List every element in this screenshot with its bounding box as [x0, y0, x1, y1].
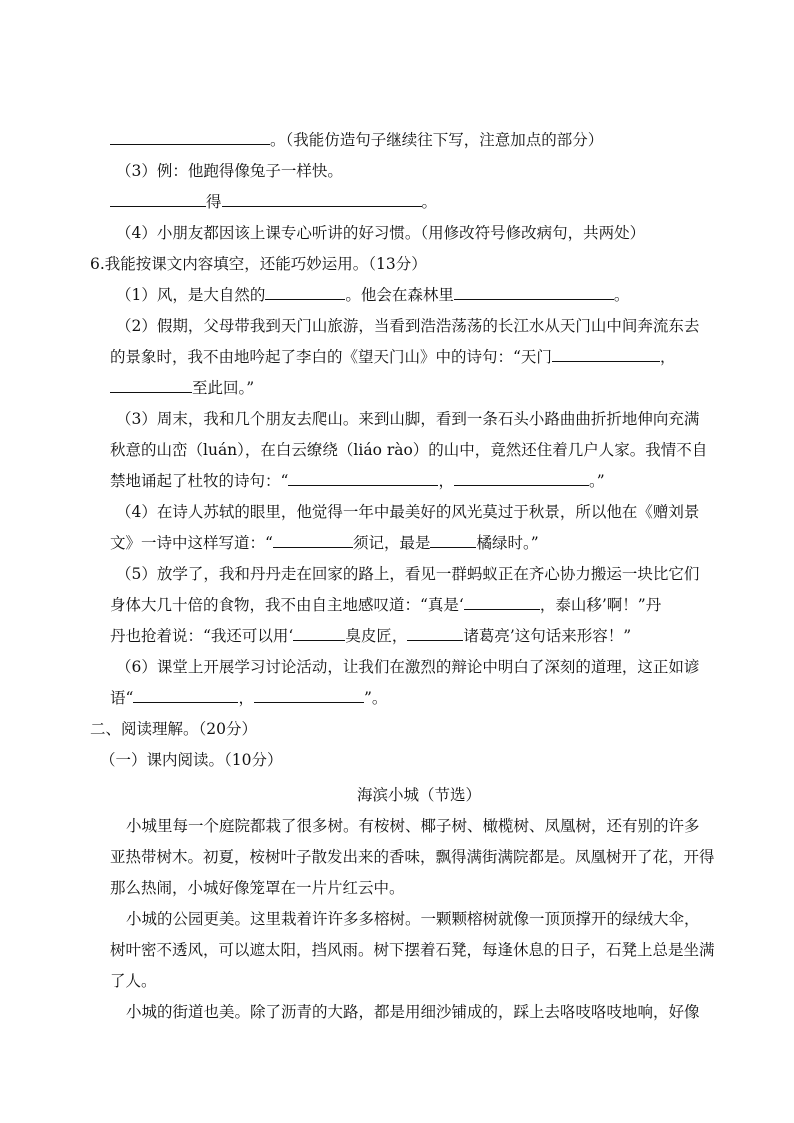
q6-item-5-line1: （5）放学了，我和丹丹走在回家的路上，看见一群蚂蚁正在齐心协力搬运一块比它们 [116, 565, 700, 583]
q6-item-5-line2: 身体大几十倍的食物，我不由自主地感叹道：“真是‘ ，泰山移’啊！”丹 [110, 596, 662, 614]
answer-blank[interactable] [454, 471, 589, 486]
answer-blank[interactable] [110, 192, 206, 207]
answer-blank[interactable] [430, 533, 476, 548]
answer-blank[interactable] [464, 595, 540, 610]
passage-p2-line3: 了人。 [110, 972, 157, 990]
q5-item-4: （4）小朋友都因该上课专心听讲的好习惯。（用修改符号修改病句，共两处） [116, 224, 646, 242]
answer-blank[interactable] [293, 626, 345, 641]
q6-item-2-line3: 至此回。” [110, 378, 254, 398]
section-2-subtitle: （一）课内阅读。（10分） [100, 751, 283, 769]
q6-item-3-line1: （3）周末，我和几个朋友去爬山。来到山脚，看到一条石头小路曲曲折折地伸向充满 [116, 410, 700, 428]
answer-blank[interactable] [133, 688, 238, 703]
answer-blank[interactable] [222, 192, 422, 207]
answer-blank[interactable] [110, 378, 192, 393]
passage-p2-line1: 小城的公园更美。这里栽着许许多多榕树。一颗颗榕树就像一顶顶撑开的绿绒大伞， [126, 910, 700, 928]
q6-item-3-line2: 秋意的山峦（luán），在白云缭绕（liáo rào）的山中，竟然还住着几户人家。我情不自 [110, 441, 708, 459]
passage-title: 海滨小城（节选） [357, 786, 482, 804]
q6-item-3-line3: 禁地诵起了杜牧的诗句：“ ， 。” [110, 472, 605, 490]
answer-blank[interactable] [254, 688, 364, 703]
q5-line-3: 得 。 [110, 192, 437, 212]
passage-p2-line2: 树叶密不透风，可以遮太阳，挡风雨。树下摆着石凳，每逢休息的日子，石凳上总是坐满 [110, 941, 715, 959]
passage-p1-line1: 小城里每一个庭院都栽了很多树。有桉树、椰子树、橄榄树、凤凰树，还有别的许多 [126, 817, 700, 835]
passage-p1-line2: 亚热带树木。初夏，桉树叶子散发出来的香味，飘得满街满院都是。凤凰树开了花，开得 [110, 848, 715, 866]
q5-copy-line: 。（我能仿造句子继续往下写，注意加点的部分） [110, 130, 603, 150]
section-2-title: 二、阅读理解。（20分） [90, 720, 257, 738]
answer-blank[interactable] [110, 130, 270, 145]
q5-example-3: （3）例：他跑得像兔子一样快。 [116, 162, 343, 180]
answer-blank[interactable] [552, 347, 660, 362]
answer-blank[interactable] [407, 626, 463, 641]
q6-item-1: （1）风，是大自然的 。他会在森林里 。 [116, 286, 630, 304]
q6-title: 6.我能按课文内容填空，还能巧妙运用。（13分） [90, 255, 427, 273]
answer-blank[interactable] [265, 285, 345, 300]
answer-blank[interactable] [288, 471, 438, 486]
q6-item-4-line2: 文》一诗中这样写道：“ 须记，最是 橘绿时。” [110, 534, 539, 552]
q6-item-2-line2: 的景象时，我不由地吟起了李白的《望天门山》中的诗句：“天门 ， [110, 348, 676, 366]
answer-blank[interactable] [454, 285, 614, 300]
passage-p1-line3: 那么热闹，小城好像笼罩在一片片红云中。 [110, 879, 405, 897]
q6-item-6-line2: 语“ ， ”。 [110, 689, 388, 707]
q6-item-5-line3: 丹也抢着说：“我还可以用‘ 臭皮匠， 诸葛亮’这句话来形容！” [110, 627, 632, 645]
q6-item-4-line1: （4）在诗人苏轼的眼里，他觉得一年中最美好的风光莫过于秋景，所以他在《赠刘景 [116, 503, 700, 521]
q6-item-6-line1: （6）课堂上开展学习讨论活动，让我们在激烈的辩论中明白了深刻的道理，这正如谚 [116, 658, 700, 676]
answer-blank[interactable] [273, 533, 353, 548]
passage-p3-line1: 小城的街道也美。除了沥青的大路，都是用细沙铺成的，踩上去咯吱咯吱地响，好像 [126, 1003, 700, 1021]
q6-item-2-line1: （2）假期，父母带我到天门山旅游，当看到浩浩荡荡的长江水从天门山中间奔流东去 [116, 317, 700, 335]
